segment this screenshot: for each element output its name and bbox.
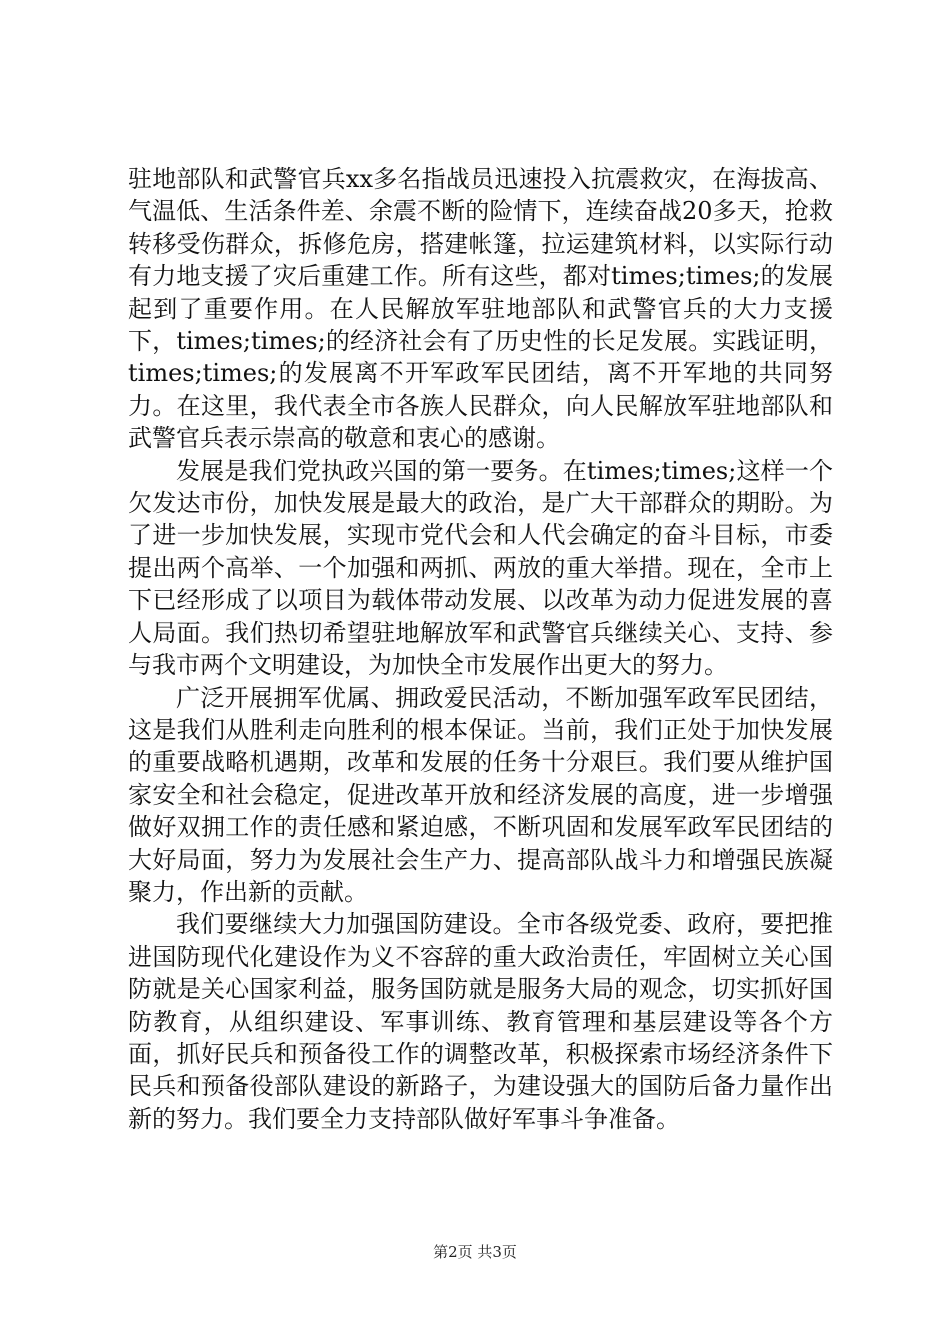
document-body (128, 163, 833, 1135)
paragraph: 发展是我们党执政兴国的第一要务。在times;times;这样一个欠发达市份，加快发展是最大的政治，是广大干部群众的期盼。为了进一步加快发展，实现市党代会和人代会确定的奋斗目标，市委提出两个高举、一个加强和两抓、两放的重大举措。现在，全市上下已经形成了以项目为载体带动发展、以改革为动力促进发展的喜人局面。我们热切希望驻地解放军和武警官兵继续关心、支持、参与我市两个文明建设，为加快全市发展作出更大的努力。 (128, 456, 833, 680)
paragraph: 广泛开展拥军优属、拥政爱民活动，不断加强军政军民团结，这是我们从胜利走向胜利的根本保证。当前，我们正处于加快发展的重要战略机遇期，改革和发展的任务十分艰巨。我们要从维护国家安全和社会稳定，促进改革开放和经济发展的高度，进一步增强做好双拥工作的责任感和紧迫感，不断巩固和发展军政军民团结的大好局面，努力为发展社会生产力、提高部队战斗力和增强民族凝聚力，作出新的贡献。 (128, 683, 833, 906)
page-number-footer: 第2页 共3页 (433, 1243, 517, 1261)
paragraph-continued: 驻地部队和武警官兵xx多名指战员迅速投入抗震救灾，在海拔高、气温低、生活条件差、余震不断的险情下，连续奋战20多天，抢救转移受伤群众，拆修危房，搭建帐篷，拉运建筑材料，以实际行动有力地支援了灾后重建工作。所有这些，都对times;times;的发展起到了重要作用。在人民解放军驻地部队和武警官兵的大力支援下，times;times;的经济社会有了历史性的长足发展。实践证明，times;times;的发展离不开军政军民团结，离不开军地的共同努力。在这里，我代表全市各族人民群众，向人民解放军驻地部队和武警官兵表示崇高的敬意和衷心的感谢。 (128, 165, 833, 453)
paragraph: 我们要继续大力加强国防建设。全市各级党委、政府，要把推进国防现代化建设作为义不容辞的重大政治责任，牢固树立关心国防就是关心国家利益，服务国防就是服务大局的观念，切实抓好国防教育，从组织建设、军事训练、教育管理和基层建设等各个方面，抓好民兵和预备役工作的调整改革，积极探索市场经济条件下民兵和预备役部队建设的新路子，为建设强大的国防后备力量作出新的努力。我们要全力支持部队做好军事斗争准备。 (128, 910, 833, 1133)
